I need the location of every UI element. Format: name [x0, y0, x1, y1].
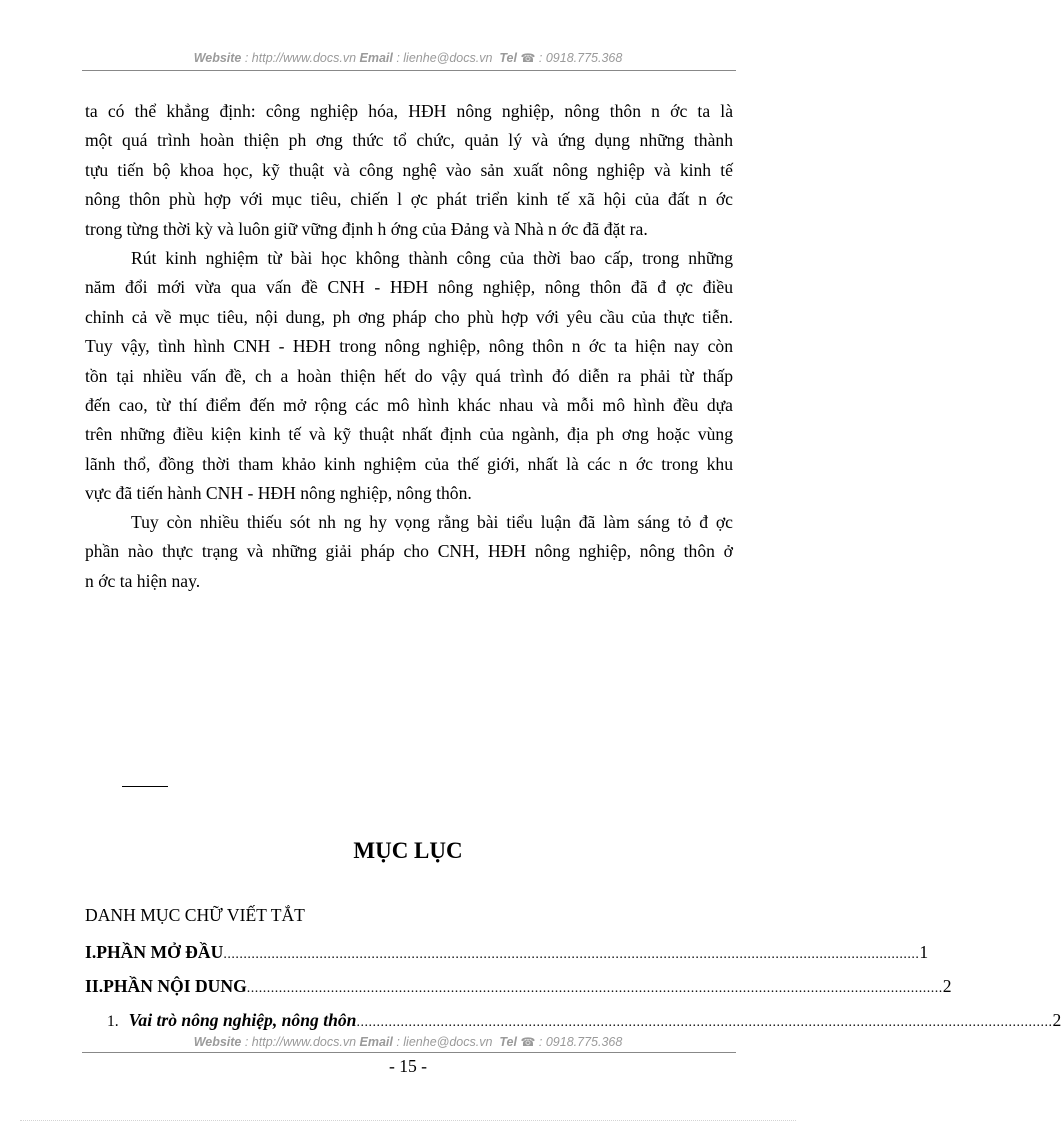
toc-heading-abbreviations[interactable]: DANH MỤC CHỮ VIẾT TẮT: [85, 905, 305, 925]
header-tel-value: : 0918.775.368: [535, 51, 623, 65]
phone-icon: ☎: [520, 1035, 536, 1049]
text-line: Tuy còn nhiều thiếu sót nh ng hy vọng rằng bài tiểu luận đã làm sáng tỏ đ ợc: [131, 512, 733, 532]
text-line: nông thôn phù hợp với mục tiêu, chiến l ợc phát triển kinh tế xã hội của đất n ớc: [85, 189, 733, 210]
header-email-value[interactable]: : lienhe@docs.vn: [392, 51, 496, 65]
header-rule: [82, 70, 736, 71]
page-bottom-dotted-border: [20, 1120, 796, 1121]
toc-item-label: PHẦN MỞ ĐẦU: [96, 942, 224, 962]
toc-item[interactable]: [85, 1010, 1061, 1031]
toc-item-number: 1.: [107, 1013, 119, 1030]
toc-item-number: I.: [85, 942, 97, 962]
toc-item-label: PHẦN NỘI DUNG: [103, 976, 247, 996]
text-line: trên những điều kiện kinh tế và kỹ thuật nhất định của ngành, địa ph ơng hoặc vùng: [85, 424, 733, 445]
toc-item-page: 2: [1052, 1010, 1061, 1030]
text-line: đến cao, từ thí điểm đến mở rộng các mô hình khác nhau và mỗi mô hình đều dựa: [85, 395, 733, 416]
text-line: phần nào thực trạng và những giải pháp cho CNH, HĐH nông nghiệp, nông thôn ở: [85, 541, 733, 562]
header-website-label: Website: [193, 51, 242, 65]
toc-dot-leader: ..............................................................................................................................................................................: [223, 947, 920, 962]
phone-icon: ☎: [520, 51, 536, 65]
text-line: Tuy vậy, tình hình CNH - HĐH trong nông nghiệp, nông thôn n ớc ta hiện nay còn: [85, 336, 733, 357]
toc-item-label: Vai trò nông nghiệp, nông thôn: [128, 1010, 357, 1030]
text-line: n ớc ta hiện nay.: [85, 570, 201, 591]
text-line: tựu tiến bộ khoa học, kỹ thuật và công nghệ vào sản xuất nông nghiệp và kinh tế: [85, 159, 733, 180]
toc-item[interactable]: [85, 976, 952, 997]
text-line: chỉnh cả về mục tiêu, nội dung, ph ơng pháp cho phù hợp với yêu cầu của thực tiễn.: [85, 306, 733, 327]
footer-tel-value: : 0918.775.368: [535, 1035, 623, 1049]
footer-rule: [82, 1052, 736, 1053]
text-line: một quá trình hoàn thiện ph ơng thức tổ chức, quản lý và ứng dụng những thành: [85, 130, 733, 151]
text-line: vực đã tiến hành CNH - HĐH nông nghiệp, nông thôn.: [85, 483, 472, 504]
short-divider: [122, 786, 168, 787]
text-line: tồn tại nhiều vấn đề, ch a hoàn thiện hết do vậy quá trình đó diễn ra phải từ thấp: [85, 365, 733, 386]
toc-dot-leader: ..............................................................................................................................................................................: [246, 981, 943, 996]
header-tel-label: Tel: [499, 51, 517, 65]
page-header: [0, 51, 816, 65]
text-line: Rút kinh nghiệm từ bài học không thành công của thời bao cấp, trong những: [131, 248, 733, 268]
toc-item-page: 2: [942, 976, 952, 996]
text-line: trong từng thời kỳ và luôn giữ vững định h ớng của Đảng và Nhà n ớc đã đặt ra.: [85, 218, 648, 239]
footer-email-label: Email: [359, 1035, 393, 1049]
toc-title: MỤC LỤC: [353, 838, 463, 863]
header-email-label: Email: [359, 51, 393, 65]
page-footer: [0, 1035, 816, 1049]
footer-website-value[interactable]: : http://www.docs.vn: [241, 1035, 360, 1049]
footer-website-label: Website: [193, 1035, 242, 1049]
footer-tel-label: Tel: [499, 1035, 517, 1049]
paragraph-3: [85, 508, 733, 596]
header-website-value[interactable]: : http://www.docs.vn: [241, 51, 360, 65]
toc-item-page: 1: [919, 942, 929, 962]
toc-item[interactable]: [85, 942, 929, 963]
text-line: lãnh thổ, đồng thời tham khảo kinh nghiệm của thế giới, nhất là các n ớc trong khu: [85, 453, 733, 474]
footer-email-value[interactable]: : lienhe@docs.vn: [392, 1035, 496, 1049]
text-line: năm đổi mới vừa qua vấn đề CNH - HĐH nông nghiệp, nông thôn đã đ ợc điều: [85, 277, 733, 298]
page-number: - 15 -: [388, 1056, 428, 1076]
toc-dot-leader: ..............................................................................................................................................................................: [356, 1015, 1053, 1030]
toc-item-number: II.: [85, 976, 104, 996]
text-line: ta có thể khẳng định: công nghiệp hóa, HĐH nông nghiệp, nông thôn n ớc ta là: [85, 101, 733, 121]
paragraph-2: [85, 244, 733, 509]
paragraph-1: [85, 97, 733, 244]
